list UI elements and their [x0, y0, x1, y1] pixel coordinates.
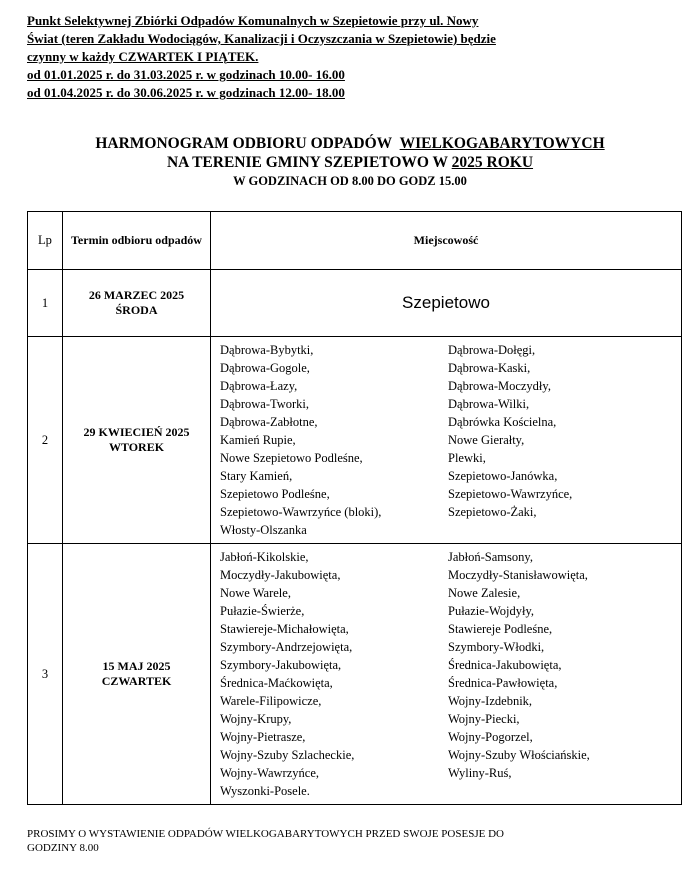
row-number: 1 — [28, 270, 63, 337]
collection-date — [63, 270, 211, 337]
title-prefix: HARMONOGRAM ODBIORU ODPADÓW — [95, 135, 393, 152]
footer-line: GODZINY 8.00 — [27, 842, 99, 854]
schedule-hours: W GODZINACH OD 8.00 DO GODZ 15.00 — [233, 174, 467, 188]
locality-item: Stary Kamień, — [220, 469, 293, 483]
locality-item: Pułazie-Wojdyły, — [448, 604, 535, 618]
schedule-title — [0, 134, 700, 153]
locality-item: Wojny-Izdebnik, — [448, 694, 533, 708]
locality-item: Nowe Szepietowo Podleśne, — [220, 451, 363, 465]
locality-item: Średnica-Jakubowięta, — [448, 658, 562, 672]
locality-item: Wojny-Piecki, — [448, 712, 520, 726]
locality-item: Wojny-Pietrasze, — [220, 730, 306, 744]
weekday: CZWARTEK — [101, 674, 172, 688]
locality-item: Wojny-Krupy, — [220, 712, 292, 726]
locality-item: Szymbory-Włodki, — [448, 640, 545, 654]
row-number: 3 — [28, 544, 63, 805]
date-value: 29 KWIECIEŃ 2025 — [83, 425, 190, 439]
table-row — [28, 337, 682, 544]
table-row — [28, 544, 682, 805]
header-date: Termin odbioru odpadów — [63, 212, 211, 270]
footer-line: PROSIMY O WYSTAWIENIE ODPADÓW WIELKOGABARYTOWYCH PRZED SWOJE POSESJE DO — [27, 828, 504, 840]
locality: Szepietowo — [211, 270, 682, 337]
locality-item: Wojny-Szuby Włościańskie, — [448, 748, 590, 762]
locality-item: Warele-Filipowicze, — [220, 694, 322, 708]
localities-column — [448, 341, 628, 521]
locality-item: Szepietowo-Żaki, — [448, 505, 537, 519]
localities-column — [220, 548, 448, 800]
locality-item: Nowe Zalesie, — [448, 586, 521, 600]
locality-item: Szymbory-Jakubowięta, — [220, 658, 342, 672]
localities-column — [220, 341, 448, 539]
locality-item: Wyliny-Ruś, — [448, 766, 512, 780]
locality-item: Nowe Gierałty, — [448, 433, 525, 447]
locality-item: Jabłoń-Samsony, — [448, 550, 533, 564]
row-number: 2 — [28, 337, 63, 544]
locality-item: Dąbrowa-Gogole, — [220, 361, 310, 375]
locality-item: Dąbrowa-Moczydły, — [448, 379, 551, 393]
locality-item: Włosty-Olszanka — [220, 523, 307, 537]
header-lp: Lp — [28, 212, 63, 270]
locality-item: Kamień Rupie, — [220, 433, 296, 447]
notice-line: czynny w każdy CZWARTEK I PIĄTEK. — [27, 49, 259, 64]
table-header-row — [28, 212, 682, 270]
locality-item: Nowe Warele, — [220, 586, 291, 600]
locality-item: Jabłoń-Kikolskie, — [220, 550, 309, 564]
date-value: 15 MAJ 2025 — [102, 659, 171, 673]
subtitle-prefix: NA TERENIE GMINY SZEPIETOWO W — [166, 154, 448, 171]
locality-item: Dąbrowa-Bybytki, — [220, 343, 314, 357]
title-emphasis: WIELKOGABARYTOWYCH — [399, 135, 605, 152]
locality-item: Moczydły-Jakubowięta, — [220, 568, 341, 582]
locality-item: Dąbrowa-Zabłotne, — [220, 415, 318, 429]
locality-item: Dąbrowa-Tworki, — [220, 397, 310, 411]
notice-line: Punkt Selektywnej Zbiórki Odpadów Komunalnych w Szepietowie przy ul. Nowy — [27, 13, 479, 28]
locality-item: Średnica-Pawłowięta, — [448, 676, 558, 690]
schedule-table — [27, 211, 682, 805]
weekday: ŚRODA — [115, 303, 158, 317]
subtitle-year: 2025 ROKU — [451, 154, 534, 171]
footer-note — [27, 827, 667, 855]
opening-hours-notice — [27, 12, 667, 102]
date-value: 26 MARZEC 2025 — [88, 288, 185, 302]
weekday: WTOREK — [108, 440, 165, 454]
locality-item: Szepietowo Podleśne, — [220, 487, 330, 501]
localities-cell — [211, 544, 682, 805]
collection-date — [63, 544, 211, 805]
locality-item: Dąbrowa-Łazy, — [220, 379, 298, 393]
notice-line: od 01.04.2025 r. do 30.06.2025 r. w godzinach 12.00- 18.00 — [27, 85, 345, 100]
locality-item: Szymbory-Andrzejowięta, — [220, 640, 353, 654]
locality-item: Dąbrowa-Dołęgi, — [448, 343, 536, 357]
notice-line: Świat (teren Zakładu Wodociągów, Kanalizacji i Oczyszczania w Szepietowie) będzie — [27, 31, 496, 46]
localities-column — [448, 548, 628, 782]
locality-item: Dąbrowa-Wilki, — [448, 397, 530, 411]
locality-item: Szepietowo-Wawrzyńce (bloki), — [220, 505, 382, 519]
locality-item: Wyszonki-Posele. — [220, 784, 310, 798]
locality-item: Szepietowo-Wawrzyńce, — [448, 487, 573, 501]
table-row — [28, 270, 682, 337]
locality-item: Wojny-Pogorzel, — [448, 730, 533, 744]
locality-item: Wojny-Szuby Szlacheckie, — [220, 748, 355, 762]
locality-item: Moczydły-Stanisławowięta, — [448, 568, 588, 582]
locality-item: Średnica-Maćkowięta, — [220, 676, 333, 690]
locality-item: Dąbrówka Kościelna, — [448, 415, 557, 429]
locality-item: Wojny-Wawrzyńce, — [220, 766, 319, 780]
notice-line: od 01.01.2025 r. do 31.03.2025 r. w godzinach 10.00- 16.00 — [27, 67, 345, 82]
collection-date — [63, 337, 211, 544]
locality-item: Pułazie-Świerże, — [220, 604, 305, 618]
locality-item: Szepietowo-Janówka, — [448, 469, 558, 483]
header-place: Miejscowość — [211, 212, 682, 270]
locality-item: Stawiereje-Michałowięta, — [220, 622, 349, 636]
schedule-subtitle — [0, 153, 700, 172]
localities-cell — [211, 337, 682, 544]
locality-item: Plewki, — [448, 451, 486, 465]
locality-item: Dąbrowa-Kaski, — [448, 361, 531, 375]
locality-item: Stawiereje Podleśne, — [448, 622, 553, 636]
